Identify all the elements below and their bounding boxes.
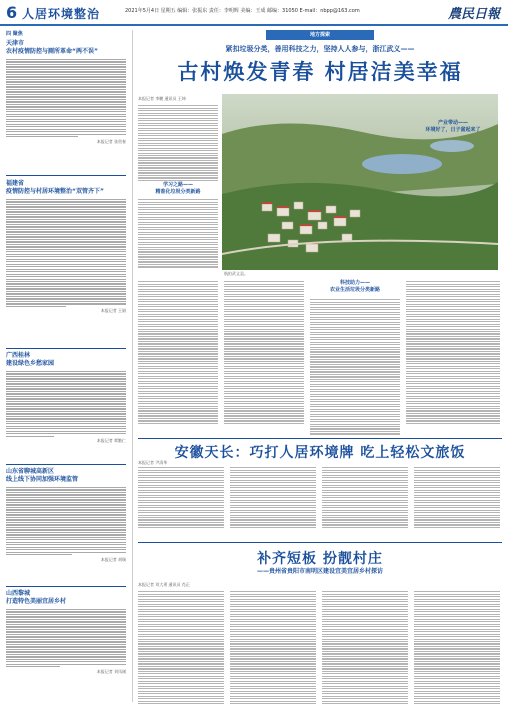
article-liaocheng — [6, 468, 126, 563]
article-subtitle: 线上线下协同加强环境监管 — [6, 476, 79, 483]
story3-body-col4 — [414, 590, 500, 706]
page-meta: 2021年5月4日 星期五 编辑：张振东 责任：李明辉 美编：王成 邮编：31050 E-mail：nbpp@163.com — [125, 8, 360, 14]
article-fujian — [6, 180, 126, 314]
article-body — [6, 59, 126, 137]
story2-body-col2 — [230, 466, 316, 529]
story2-body-col1 — [138, 466, 224, 529]
article-subtitle: 疫情防控与村居环境整治“双管齐下” — [6, 188, 104, 195]
article-title: 天津市 — [6, 40, 25, 47]
page-number: 6 — [6, 3, 18, 22]
divider — [6, 348, 126, 349]
left-column — [6, 30, 133, 702]
article-title: 福建省 — [6, 180, 25, 187]
story2-body-col4 — [414, 466, 500, 529]
article-subtitle: 农村疫情防控与厕所革命“两不误” — [6, 48, 98, 55]
article-subtitle: 打造特色美丽宜居乡村 — [6, 598, 67, 605]
story3-headline: 补齐短板 扮靓村庄 — [257, 551, 383, 567]
lead-body-col2 — [224, 280, 304, 425]
lead-kicker: 紧扣垃圾分类，善用科技之力，坚持人人参与，浙江武义—— — [225, 45, 415, 53]
lead-body-col1b — [138, 198, 218, 269]
divider — [6, 175, 126, 176]
divider — [6, 586, 126, 587]
article-body — [6, 199, 126, 307]
article-byline: 本报记者 王娟 — [100, 308, 126, 314]
article-title: 山西黎城 — [6, 590, 31, 597]
section-badge: 地方探索 — [266, 30, 374, 40]
story2-byline: 本报记者 尹清华 — [138, 460, 168, 465]
lead-byline: 本报记者 李鹏 通讯员 王坤 — [138, 96, 186, 101]
subhead-1: 学习之路—— 精准化垃圾分类新路 — [155, 182, 201, 195]
photo-caption: 航拍武义县。 — [224, 271, 248, 276]
lead-headline: 古村焕发青春 村居洁美幸福 — [177, 60, 463, 84]
article-body — [6, 371, 126, 437]
story-divider — [138, 542, 502, 543]
article-byline: 本报记者 胡瑞 — [100, 556, 126, 562]
story3-body-col2 — [230, 590, 316, 706]
story3-byline: 本报记者 刘大勇 通讯员 肖正 — [138, 582, 190, 587]
article-subtitle: 建设绿色乡愁家园 — [6, 360, 55, 367]
newspaper-logo: 農民日報 — [447, 7, 500, 22]
story3-body-col3 — [322, 590, 408, 706]
article-byline: 本报记者 张贵春 — [96, 138, 126, 144]
story2-body-col3 — [322, 466, 408, 529]
lead-body-col1 — [138, 104, 218, 182]
article-body — [6, 487, 126, 555]
lead-body-col1c — [138, 280, 218, 425]
lead-body-col3 — [310, 298, 400, 436]
subhead-2: 科技助力—— 农业生活垃圾分类新路 — [329, 280, 380, 293]
article-byline: 本报记者 刘凤刚 — [96, 668, 126, 674]
masthead — [0, 0, 508, 26]
story3-body-col1 — [138, 590, 224, 706]
page-title: 人居环境整治 — [22, 7, 101, 21]
article-guilin — [6, 352, 126, 444]
article-body — [6, 609, 126, 667]
lead-body-col4b — [406, 280, 500, 425]
story3-deck: ——贵州省贵阳市南明区建设宜美宜居乡村探访 — [256, 568, 383, 575]
section-label: 四 聚焦 — [6, 31, 23, 37]
article-tianjin — [6, 40, 126, 145]
subhead-4: 产业带动—— 环境好了，日子富起来了 — [425, 120, 481, 133]
divider — [6, 464, 126, 465]
story2-headline: 安徽天长：巧打人居环境牌 吃上轻松文旅饭 — [174, 445, 466, 461]
article-licheng — [6, 590, 126, 675]
article-title: 山东省聊城高新区 — [6, 468, 55, 475]
article-byline: 本报记者 覃勤仁 — [96, 438, 126, 444]
story-divider — [138, 438, 502, 439]
article-title: 广西桂林 — [6, 352, 31, 359]
